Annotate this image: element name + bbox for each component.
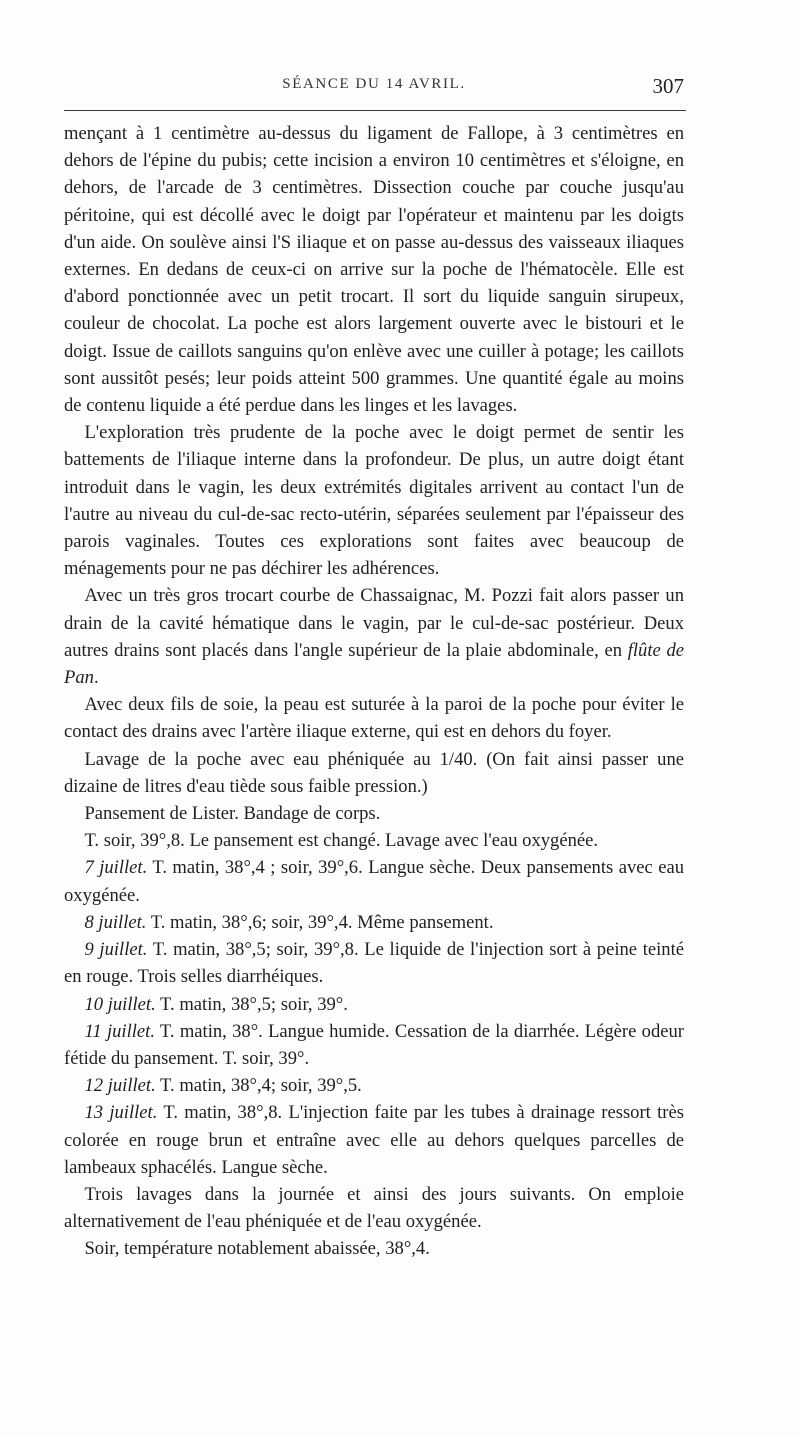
paragraph-text: Avec un très gros trocart courbe de Chassaignac, M. Pozzi fait alors passer un drain de la cavité hématique dans le vagin, par le cul-de-sac postérieur. Deux autres drains sont placés dans l'angle supérieur de la plaie abdominale, en [64, 585, 684, 661]
entry-date: 10 juillet. [84, 993, 156, 1015]
paragraph: Lavage de la poche avec eau phéniquée au 1/40. (On fait ainsi passer une dizaine de litres d'eau tiède sous faible pression.) [64, 748, 684, 797]
page-header [64, 74, 684, 100]
entry-date: 11 juillet. [84, 1020, 155, 1042]
entry-text: T. matin, 38°. Langue humide. Cessation de la diarrhée. Légère odeur fétide du pansement. T. soir, 39°. [64, 1020, 684, 1069]
dated-entry [64, 854, 684, 908]
dated-entry [64, 991, 684, 1018]
header-rule [64, 110, 686, 111]
entry-date: 9 juillet. [84, 939, 148, 961]
dated-entry [64, 1099, 684, 1181]
paragraph: Soir, température notablement abaissée, 38°,4. [84, 1238, 430, 1260]
dated-entry [64, 1072, 684, 1099]
entry-text: T. matin, 38°,5; soir, 39°,8. Le liquide de l'injection sort à peine teinté en rouge. Trois selles diarrhéiques. [64, 939, 684, 988]
entry-date: 8 juillet. [84, 911, 147, 933]
paragraph: L'exploration très prudente de la poche avec le doigt permet de sentir les battements de l'iliaque interne dans la profondeur. De plus, un autre doigt étant introduit dans le vagin, les deux extrémités digitales arrivent au contact l'un de l'autre au niveau du cul-de-sac recto-utérin, séparées seulement par l'épaisseur des parois vaginales. Toutes ces explorations sont faites avec beaucoup de ménagements pour ne pas déchirer les adhérences. [64, 422, 684, 580]
paragraph-text: . [93, 667, 99, 689]
running-head: SÉANCE DU 14 AVRIL. [282, 76, 466, 92]
paragraph: Pansement de Lister. Bandage de corps. [84, 803, 381, 825]
paragraph: Trois lavages dans la journée et ainsi des jours suivants. On emploie alternativement de l'eau phéniquée et de l'eau oxygénée. [64, 1183, 684, 1233]
entry-text: T. matin, 38°,5; soir, 39°. [155, 993, 348, 1015]
dated-entry [64, 936, 684, 990]
entry-text: T. matin, 38°,4; soir, 39°,5. [155, 1075, 362, 1097]
dated-entry [64, 909, 684, 936]
entry-text: T. matin, 38°,8. L'injection faite par les tubes à drainage ressort très colorée en rouge brun et entraîne avec elle au dehors quelques parcelles de lambeaux sphacélés. Langue sèche. [64, 1102, 684, 1178]
entry-date: 13 juillet. [84, 1102, 158, 1124]
page-number: 307 [652, 74, 684, 98]
paragraph [64, 582, 684, 691]
body-text [64, 120, 684, 1263]
entry-date: 12 juillet. [84, 1075, 156, 1097]
entry-text: T. matin, 38°,6; soir, 39°,4. Même pansement. [146, 911, 494, 933]
entry-text: T. matin, 38°,4 ; soir, 39°,6. Langue sèche. Deux pansements avec eau oxygénée. [64, 857, 684, 906]
dated-entry [64, 1018, 684, 1072]
paragraph: mençant à 1 centimètre au-dessus du ligament de Fallope, à 3 centimètres en dehors de l'épine du pubis; cette incision a environ 10 centimètres et s'éloigne, en dehors, de l'arcade de 3 centimètres. Dissection couche par couche jusqu'au péritoine, qui est décollé avec le doigt par l'opérateur et maintenu par les doigts d'un aide. On soulève ainsi l'S iliaque et on passe au-dessus des vaisseaux iliaques externes. En dedans de ceux-ci on arrive sur la poche de l'hématocèle. Elle est d'abord ponctionnée avec un petit trocart. Il sort du liquide sanguin sirupeux, couleur de chocolat. La poche est alors largement ouverte avec le bistouri et le doigt. Issue de caillots sanguins qu'on enlève avec une cuiller à potage; les caillots sont aussitôt pesés; leur poids atteint 500 grammes. Une quantité égale au moins de contenu liquide a été perdue dans les linges et les lavages. [64, 123, 684, 417]
paragraph: T. soir, 39°,8. Le pansement est changé. Lavage avec l'eau oxygénée. [84, 830, 599, 852]
entry-date: 7 juillet. [84, 857, 148, 879]
italic-phrase: flûte de Pan [64, 639, 684, 689]
paragraph: Avec deux fils de soie, la peau est suturée à la paroi de la poche pour éviter le contact des drains avec l'artère iliaque externe, qui est en dehors du foyer. [64, 694, 684, 743]
